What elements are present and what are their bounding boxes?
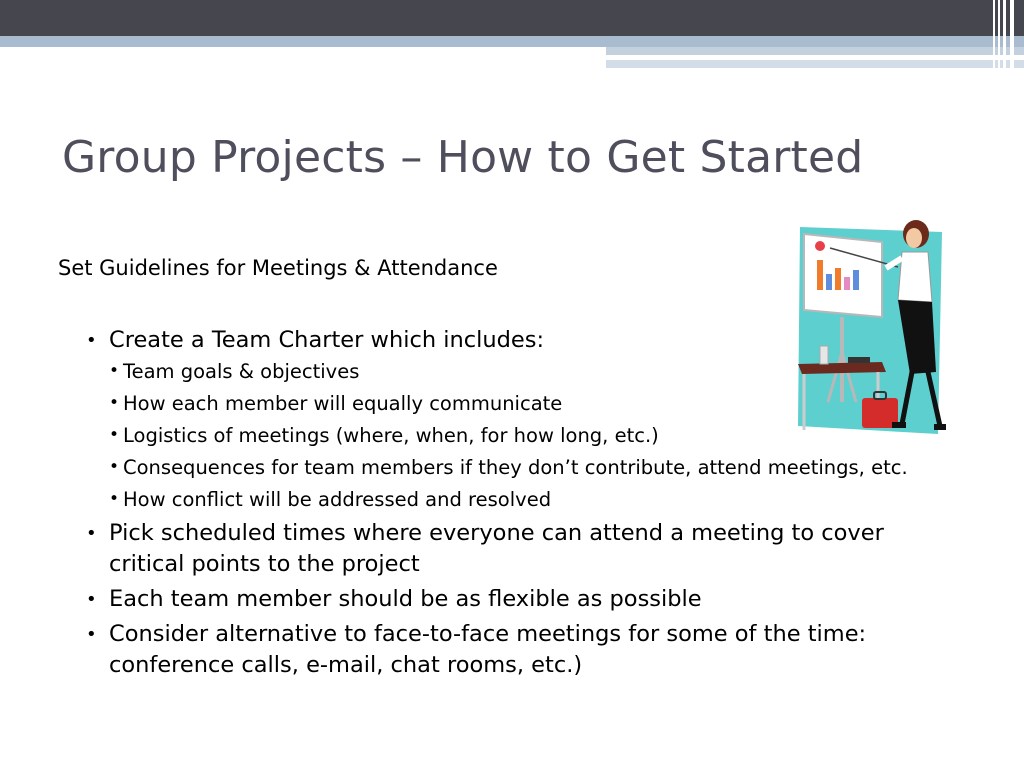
bullet-marker: •: [109, 361, 120, 381]
bullet-item: [86, 619, 926, 681]
slide-title: Group Projects – How to Get Started: [62, 132, 864, 183]
corner-vertical-lines: [991, 0, 1024, 68]
presenter-clipart: [790, 212, 950, 442]
sub-bullet-text: Team goals & objectives: [123, 360, 360, 383]
bullet-text: Consider alternative to face-to-face meetings for some of the time: conference calls, e-mail, chat rooms, etc.): [109, 621, 867, 678]
bullet-marker: •: [109, 393, 120, 413]
bullet-marker: •: [109, 457, 120, 477]
bullet-marker: •: [109, 489, 120, 509]
accent-stripe-1: [606, 47, 1024, 55]
bullet-marker: •: [86, 624, 97, 645]
sub-bullet-text: Consequences for team members if they don’t contribute, attend meetings, etc.: [123, 456, 908, 479]
sub-bullet-item: [109, 454, 926, 481]
bullet-text: Create a Team Charter which includes:: [109, 327, 545, 353]
bullet-marker: •: [86, 589, 97, 610]
sub-bullet-text: How conflict will be addressed and resolved: [123, 488, 552, 511]
sub-bullet-text: How each member will equally communicate: [123, 392, 563, 415]
sub-bullet-text: Logistics of meetings (where, when, for how long, etc.): [123, 424, 659, 447]
accent-stripe-2: [606, 60, 1024, 68]
sub-bullet-item: [109, 486, 926, 513]
top-dark-bar: [0, 0, 1024, 36]
accent-stripe-gap: [610, 57, 950, 59]
bullet-marker: •: [86, 523, 97, 544]
bullet-text: Each team member should be as flexible as possible: [109, 586, 702, 612]
bullet-marker: •: [109, 425, 120, 445]
section-heading: Set Guidelines for Meetings & Attendance: [58, 256, 498, 280]
top-accent-bar: [0, 36, 1024, 47]
bullet-text: Pick scheduled times where everyone can attend a meeting to cover critical points to the project: [109, 520, 884, 577]
bullet-marker: •: [86, 330, 97, 351]
bullet-item: [86, 584, 926, 615]
bullet-item: [86, 518, 926, 580]
